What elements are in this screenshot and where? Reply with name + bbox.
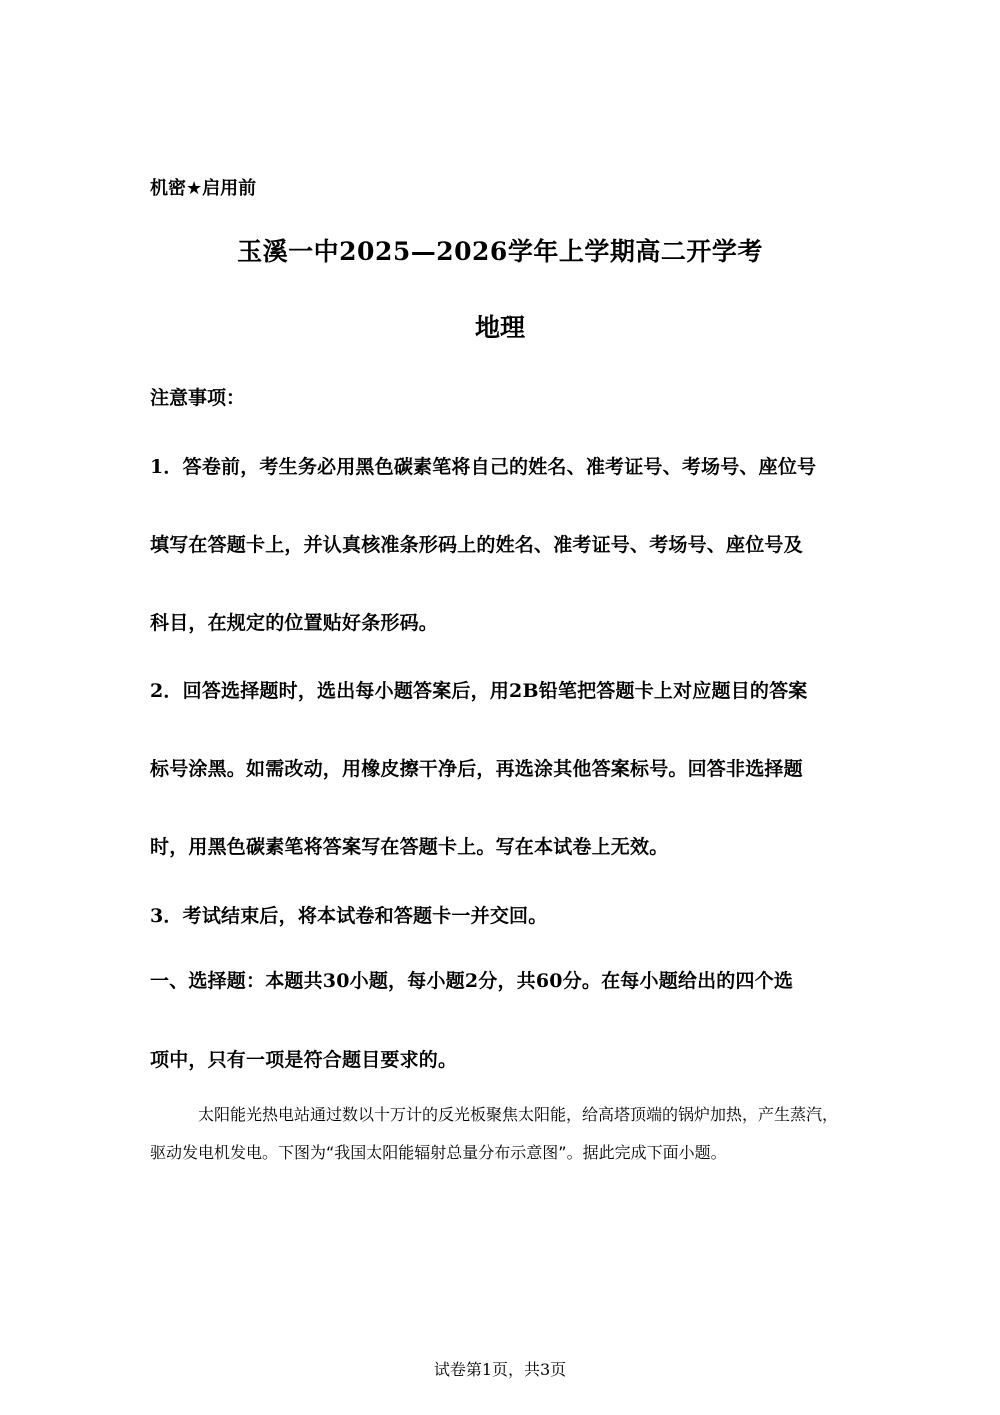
question-passage (150, 1096, 850, 1172)
page-footer: 试卷第1页，共3页 (433, 1360, 567, 1379)
notice-line: 标号涂黑。如需改动，用橡皮擦干净后，再选涂其他答案标号。回答非选择题 (150, 758, 803, 780)
section-heading-line: 一、选择题：本题共30小题，每小题2分，共60分。在每小题给出的四个选 (150, 970, 794, 992)
notice-line: 2．回答选择题时，选出每小题答案后，用2B铅笔把答题卡上对应题目的答案 (150, 680, 808, 702)
notice-line: 填写在答题卡上，并认真核准条形码上的姓名、准考证号、考场号、座位号及 (150, 534, 803, 556)
subject-title: 地理 (474, 313, 525, 342)
notice-line: 科目，在规定的位置贴好条形码。 (150, 612, 439, 634)
notice-line: 1．答卷前，考生务必用黑色碳素笔将自己的姓名、准考证号、考场号、座位号 (150, 456, 817, 478)
notice-heading: 注意事项： (150, 387, 246, 409)
passage-text: 太阳能光热电站通过数以十万计的反光板聚焦太阳能，给高塔顶端的锅炉加热，产生蒸汽，驱动发电机发电。下图为“我国太阳能辐射总量分布示意图”。据此完成下面小题。 (150, 1105, 839, 1162)
section-heading-line: 项中，只有一项是符合题目要求的。 (150, 1049, 458, 1071)
notice-line: 时，用黑色碳素笔将答案写在答题卡上。写在本试卷上无效。 (150, 836, 669, 858)
confidential-label: 机密★启用前 (150, 178, 257, 199)
notice-line: 3．考试结束后，将本试卷和答题卡一并交回。 (150, 905, 548, 927)
exam-title: 玉溪一中2025—2026学年上学期高二开学考 (237, 237, 763, 266)
